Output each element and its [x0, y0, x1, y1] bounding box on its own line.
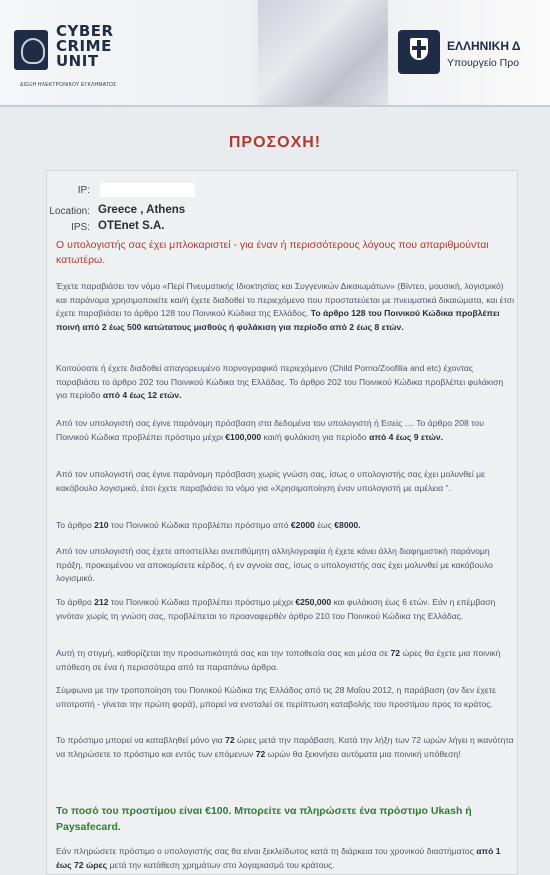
paragraph-text: Έχετε παραβιάσει τον νόμο «Περί Πνευματικής Ιδιοκτησίας και Συγγενικών Δικαιωμάτων» (Βίντεο, μουσική, λογισμικό) και παράνομα χρησιμοποιείτε και/ή έχετε διαδοθεί το περιεχόμενο που προστατεύεται με πνευματικά δικαιώματα, και έτσι έχετε παραβιάσει το άρθρο 128 του Ποινικού Κώδικα της Ελλάδος. — [56, 281, 514, 318]
ministry-title: Υπουργείο Προ — [447, 57, 520, 69]
paragraph-emphasis: 72 — [255, 748, 266, 759]
greek-crest-icon — [398, 30, 440, 74]
paragraph-text: Το άρθρο — [56, 520, 92, 530]
paragraph-spam — [56, 545, 516, 586]
cybercrime-title: CYBER CRIME UNIT — [56, 22, 114, 70]
paragraph-article-212 — [56, 596, 516, 623]
paragraph-emphasis: Το άρθρο 128 του Ποινικού Κώδικα προβλέπει ποινή από 2 έως 500 κατώτατους μισθούς ή φυλάκιση για περίοδο από 2 έως 8 ετών. — [56, 308, 500, 332]
paragraph-pornography — [56, 362, 516, 403]
header-banner — [0, 0, 550, 105]
paragraph-text: Εάν πληρώσετε πρόστιμο ο υπολογιστής σας θα είναι ξεκλείδωτος κατά τη διάρκεια του χρονικού διαστήματος — [56, 846, 474, 856]
paragraph-text: ώρες μετά την παράβαση. Κατά την λήξη των 72 ωρών λήγει η ικανότητα να πληρώσετε το πρόστιμο και εντός των επόμενων — [56, 735, 514, 759]
ip-value-box — [100, 183, 195, 197]
paragraph-emphasis: 210 — [94, 520, 109, 530]
paragraph-identification — [56, 647, 516, 674]
paragraph-text: Κοιτούσατε ή έχετε διαδοθεί απαγορευμένο πορνογραφικό περιεχόμενο (Child Porno/Zoofilia and etc) έχοντας παραβιάσει το άρθρο 202 του Ποινικού Κώδικα της Ελλάδας. Το άρθρο 202 του Ποινικού Κώδικα προβλέπει φυλάκιση για περίοδο — [56, 363, 504, 400]
paragraph-text: και/ή φυλάκιση για περίοδο — [263, 431, 367, 442]
cybercrime-badge-icon — [14, 30, 48, 70]
republic-title: ΕΛΛΗΝΙΚΗ Δ — [447, 39, 521, 53]
paragraph-text: του Ποινικού Κώδικα προβλέπει πρόστιμο από — [110, 520, 289, 530]
paragraph-text: ώρες θα έχετε μια ποινική υπόθεση σε ένα ή περισσότερα από τα παραπάνω άρθρα. — [56, 648, 501, 672]
paragraph-emphasis: €100,000 — [225, 431, 262, 442]
paragraph-emphasis: από 4 έως 12 ετών. — [102, 390, 182, 400]
paragraph-negligence — [56, 468, 516, 495]
paragraph-text: Σύμφωνα με την τροποποίηση του Ποινικού Κώδικα της Ελλάδος από τις 28 Μαΐου 2012, η παράβαση (αν δεν έχετε υποτροπή - γίνεται την πρώτη φορά), μπορεί να ενσταλεί σε περίπτωση καταβολής του προστίμου προς το κράτος. — [56, 685, 496, 709]
paragraph-emphasis: από 1 έως 72 ώρες — [56, 846, 501, 870]
paragraph-emphasis: €8000. — [334, 520, 361, 530]
paragraph-text: και φυλάκιση έως 6 ετών. Εάν η επέμβαση γινόταν χωρίς τη γνώση σας, προβλέπεται το προαναφερθέν άρθρο 210 του Ποινικού Κώδικα της Ελλάδας. — [56, 597, 496, 621]
ip-label: IP: — [77, 185, 90, 196]
blocked-warning: Ο υπολογιστής σας έχει μπλοκαριστεί - για έναν ή περισσότερους λόγους που απαριθμούνται κατωτέρω. — [56, 239, 489, 266]
paragraph-text: Από τον υπολογιστή σας έχετε αποστείλλει ανεπιθύμητη αλληλογραφία ή έχετε κάνει άλλη διαφημιστική παράνομη πράξη, προκειμένου να αποκομίσετε κέρδος, ή εν αγνοία σας, ίσως ο υπολογιστής σας έχει μολυνθεί με κακόβουλο λογισμικό. — [56, 546, 493, 583]
paragraph-text: Από τον υπολογιστή σας έγινε παράνομη πρόσβαση στα δεδομένα του υπολογιστή ή Εσείς .... Το άρθρο 208 του Ποινικού Κώδικα προβλέπει πρόστιμο μέχρι — [56, 418, 484, 442]
header-divider — [0, 105, 550, 107]
paragraph-amendment — [56, 684, 516, 711]
paragraph-text: έως — [317, 520, 332, 530]
paragraph-copyright — [56, 280, 516, 334]
isp-value: OTEnet S.A. — [98, 220, 165, 232]
paragraph-emphasis: από 4 έως 9 ετών. — [369, 431, 444, 442]
paragraph-emphasis: 72 — [390, 648, 401, 658]
paragraph-text: του Ποινικού Κώδικα προβλέπει πρόστιμο μέχρι — [110, 597, 293, 607]
paragraph-unauthorized-access — [56, 417, 516, 444]
location-label: Location: — [49, 206, 90, 217]
paragraph-unlock — [56, 845, 516, 872]
header-photo — [258, 0, 388, 105]
paragraph-text: μετά την κατάθεση χρημάτων στο λογαριασμό του κράτους. — [109, 859, 335, 870]
paragraph-text: Το άρθρο — [56, 597, 92, 607]
paragraph-emphasis: €2000 — [290, 520, 315, 530]
paragraph-text: Από τον υπολογιστή σας έγινε παράνομη πρόσβαση χωρίς γνώση σας, ίσως ο υπολογιστής σας έχει μολυνθεί με κακόβουλο λογισμικό, έτσι έχετε παραβιάσει το νόμο για «Χρησιμοποίηση έναν υπολογιστή με αμέλεια ". — [56, 469, 485, 493]
location-value: Greece , Athens — [98, 204, 186, 216]
paragraph-text: Το πρόστιμο μπορεί να καταβληθεί μόνο για — [56, 735, 223, 745]
paragraph-deadline — [56, 734, 516, 761]
fine-amount-notice: Το ποσό του προστίμου είναι €100. Μπορείτε να πληρώσετε ένα πρόστιμο Ukash ή Paysafecard. — [56, 805, 472, 833]
cybercrime-subtitle: ΔΙΩΞΗ ΗΛΕΚΤΡΟΝΙΚΟΥ ΕΓΚΛΗΜΑΤΟΣ — [20, 82, 117, 88]
paragraph-text: Αυτή τη στιγμή, καθορίζεται την προσωπικότητά σας και την τοποθεσία σας και μέσα σε — [56, 648, 389, 658]
isp-label: IPS: — [71, 222, 90, 233]
paragraph-emphasis: 72 — [225, 735, 235, 745]
paragraph-article-210 — [56, 519, 516, 533]
paragraph-emphasis: €250,000 — [295, 597, 332, 607]
paragraph-text: ωρών θα ξεκινήσει αυτόματα μια ποινική υπόθεση! — [267, 748, 461, 759]
paragraph-emphasis: 212 — [94, 597, 109, 607]
page-title: ΠΡΟΣΟΧΗ! — [228, 134, 322, 151]
